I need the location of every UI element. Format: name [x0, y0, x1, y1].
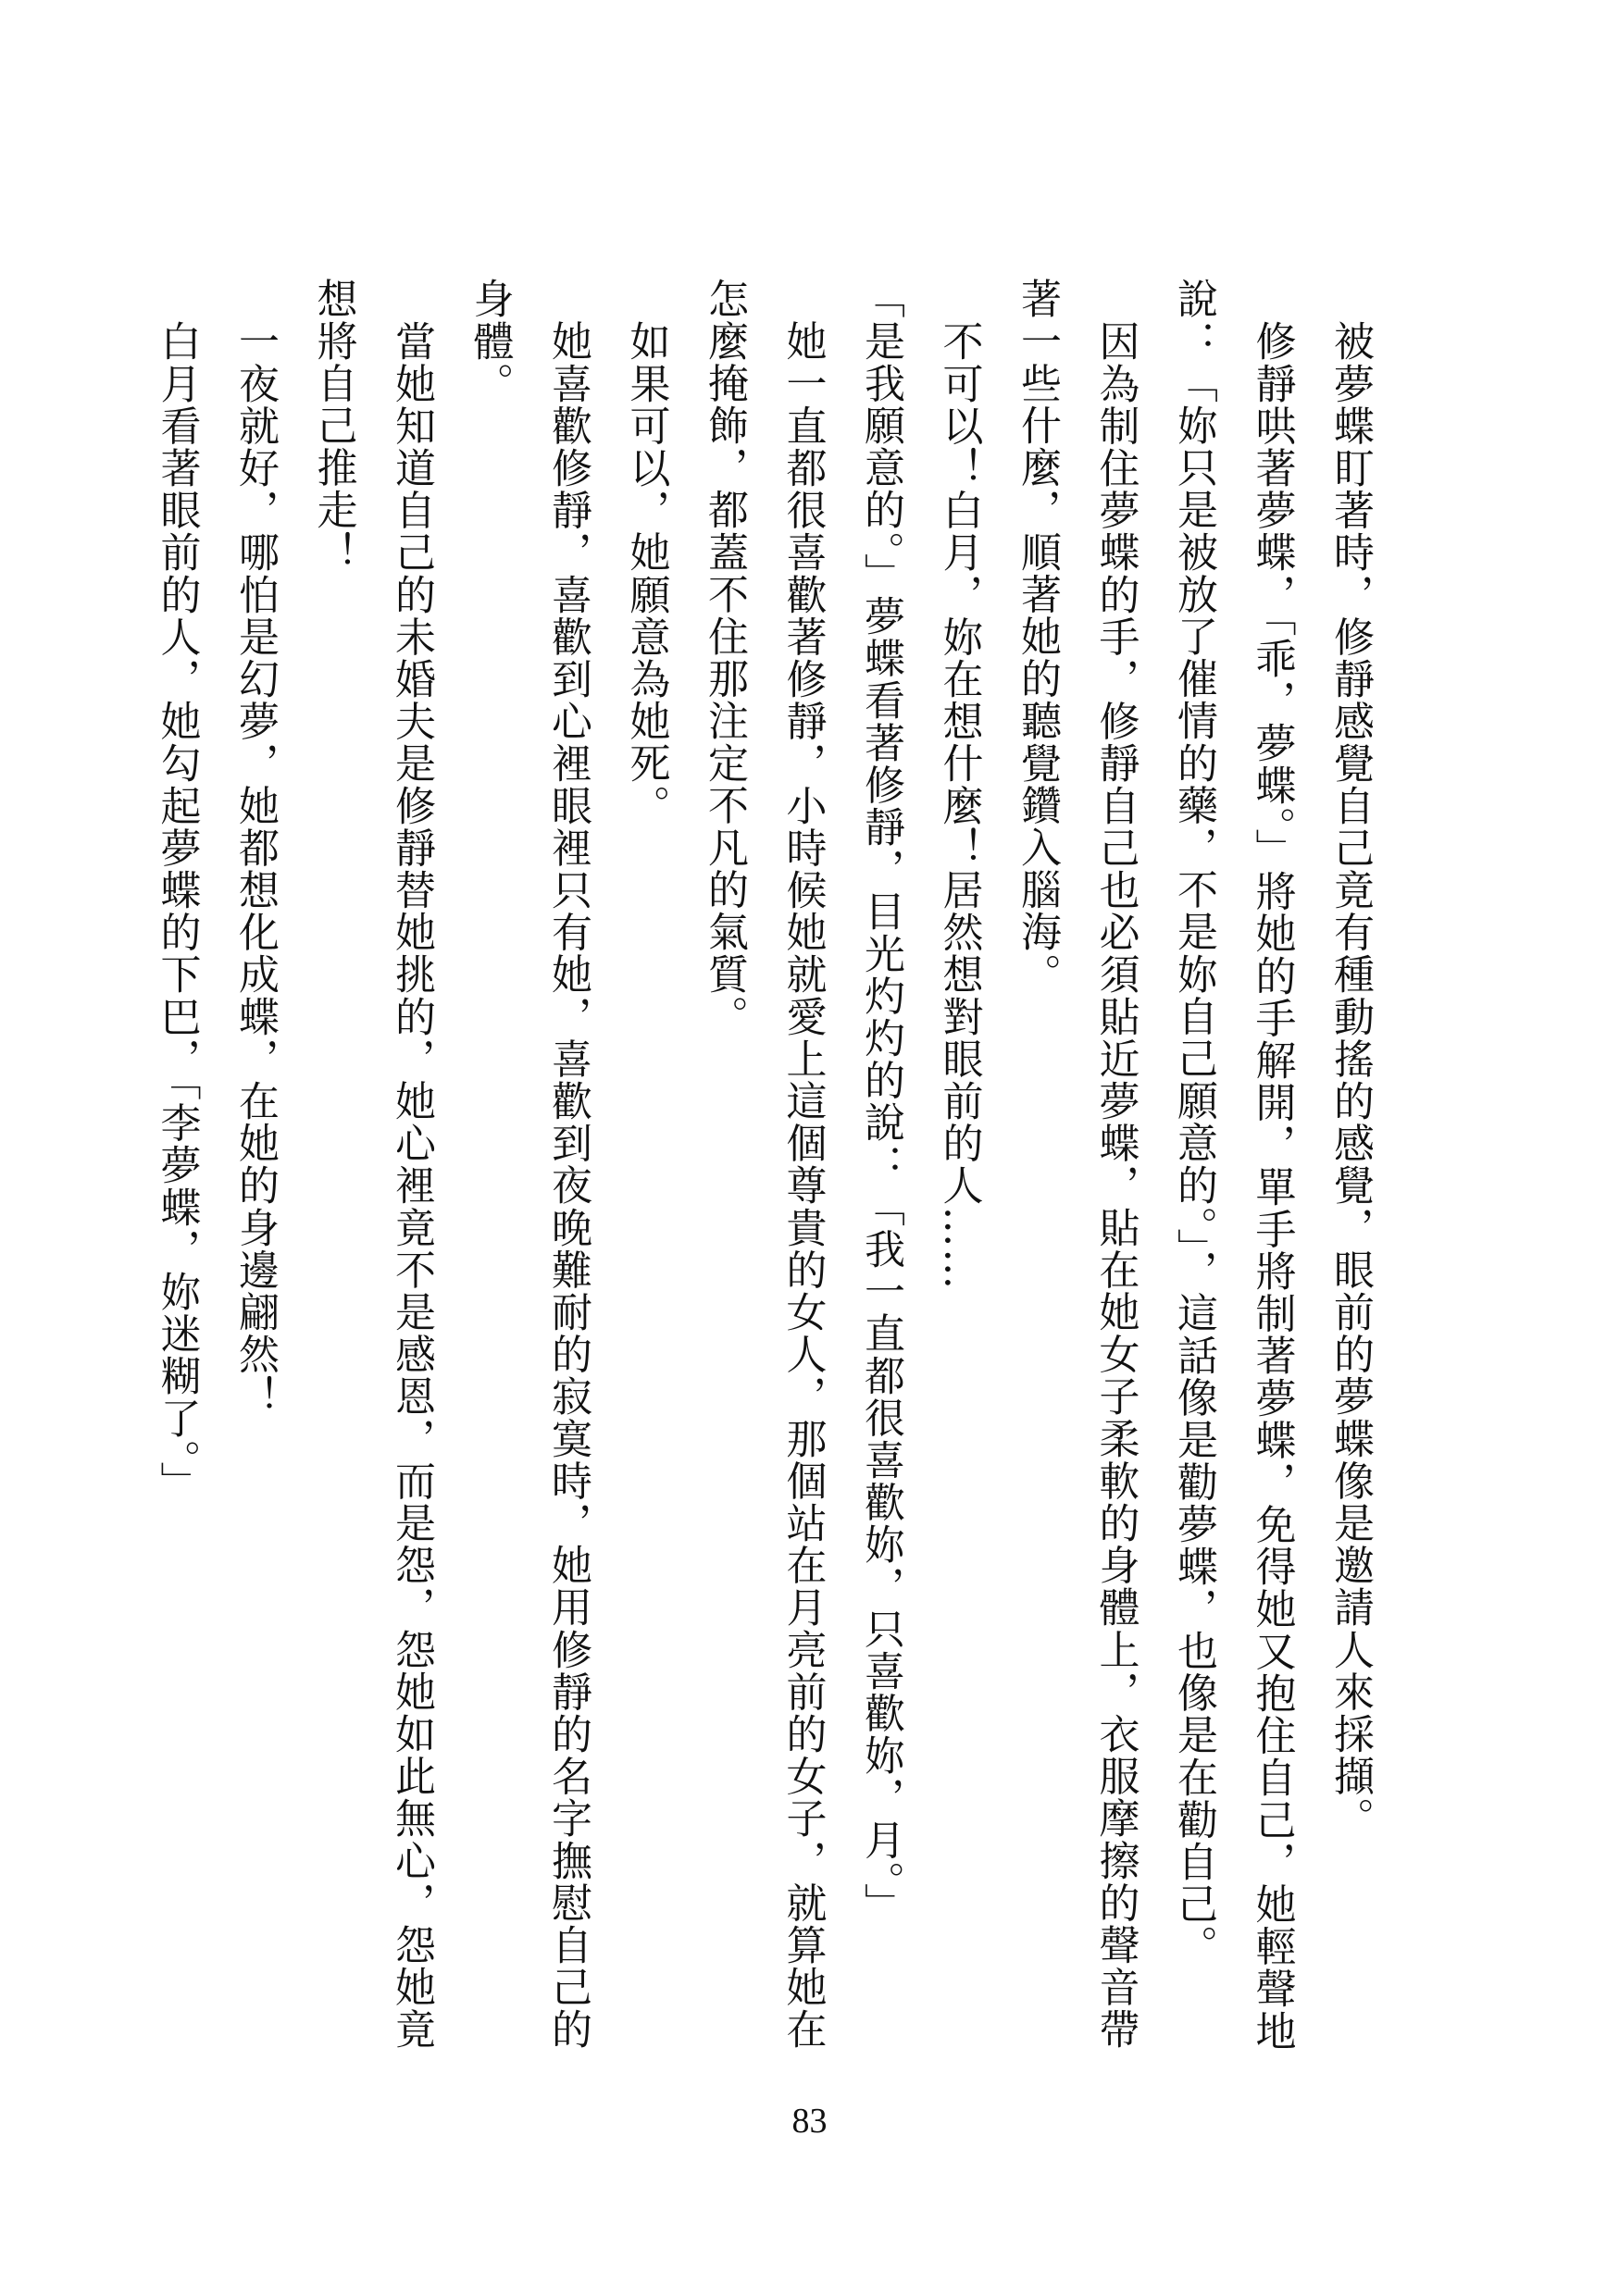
- paragraph-3: 因為制住夢蝶的手，修靜自己也必須貼近夢蝶，貼在她女子柔軟的身體上，衣服摩擦的聲音帶著一些什麼，順著她的聽覺鑽入腦海。: [1014, 278, 1140, 2051]
- paragraph-5: 「是我願意的。」夢蝶看著修靜，目光灼灼的說：「我一直都很喜歡妳，只喜歡妳，月。」: [857, 278, 904, 1925]
- paragraph-11: 白月看著眼前的人，她勾起夢蝶的下巴，「李夢蝶，妳迷糊了。」: [153, 319, 201, 1503]
- paragraph-10: 一夜就好，哪怕是幻夢，她都想化成蝶，在她的身邊翩然！: [231, 319, 279, 1418]
- paragraph-8: 她喜歡修靜，喜歡到心裡眼裡只有她，喜歡到夜晚難耐的寂寞時，她用修靜的名字撫慰自己的身體。: [466, 278, 592, 2051]
- page-number: 83: [791, 2102, 828, 2141]
- paragraph-2: 修靜哄著夢蝶，「乖，夢蝶。」將她的手解開，單手將制著夢蝶，免得她又抱住自己，她輕聲地說：「妳只是被放了催情的藥，不是妳自己願意的。」，這話像是勸夢蝶，也像是在勸自己。: [1170, 278, 1296, 2052]
- paragraph-4: 不可以！白月，妳在想什麼！居然想對眼前的人……: [935, 319, 983, 1291]
- paragraph-1: 被夢蝶盯著時，修靜感覺自己竟有種動搖的感覺，眼前的夢蝶像是邀請人來採擷。: [1326, 319, 1374, 1840]
- paragraph-7: 如果可以，她願意為她死。: [622, 319, 670, 826]
- vertical-text-body: [153, 278, 1389, 2064]
- paragraph-6: 她一直都很喜歡著修靜，小時候她就愛上這個尊貴的女人，那個站在月亮前的女子，就算她在怎麼掩飾，都蓋不住那注定不凡的氣質。: [701, 278, 827, 2051]
- paragraph-9: 當她知道自己的未婚夫是修靜替她挑的，她心裡竟不是感恩，而是怨，怨她如此無心，怨她竟想將自己推走！: [309, 278, 435, 2051]
